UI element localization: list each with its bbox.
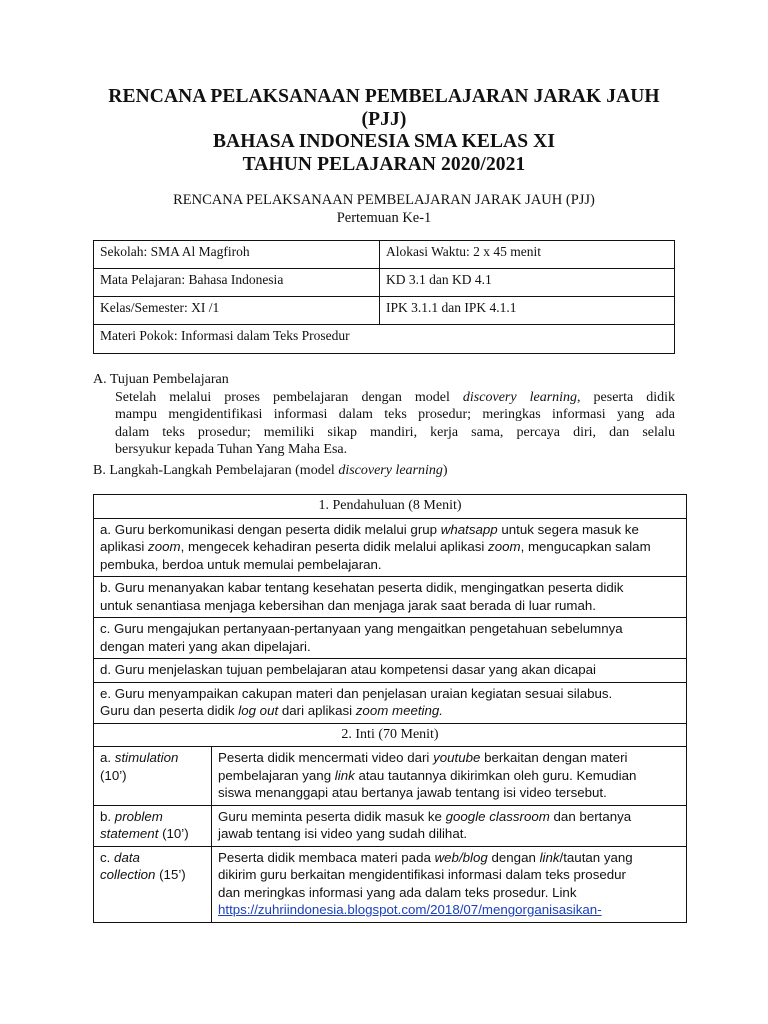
info-table <box>93 240 675 354</box>
info-row <box>94 241 675 269</box>
steps-table <box>93 494 687 923</box>
stimulation-label: a. stimulation (10’) <box>94 747 212 806</box>
section-b-heading: B. Langkah-Langkah Pembelajaran (model discovery learning) <box>93 463 448 478</box>
pendahuluan-header: 1. Pendahuluan (8 Menit) <box>94 495 687 519</box>
table-row <box>94 618 687 659</box>
step-c-cell: c. Guru mengajukan pertanyaan-pertanyaan yang mengaitkan pengetahuan sebelumnya dengan materi yang akan dipelajari. <box>94 618 687 659</box>
info-sekolah: Sekolah: SMA Al Magfiroh <box>94 241 380 269</box>
info-kd: KD 3.1 dan KD 4.1 <box>380 269 675 297</box>
table-row <box>94 747 687 806</box>
section-tujuan <box>93 371 675 459</box>
table-row <box>94 518 687 577</box>
info-ipk: IPK 3.1.1 dan IPK 4.1.1 <box>380 297 675 325</box>
info-materi: Materi Pokok: Informasi dalam Teks Prosedur <box>94 325 675 354</box>
data-collection-desc: Peserta didik membaca materi pada web/blog dengan link/tautan yang dikirim guru berkaitan mengidentifikasi informasi dalam teks prosedur dan meringkas informasi yang ada dalam teks prosedur. Link https://zuhriindonesia.blogspot.com/2018/07/mengorganisasikan- <box>212 846 687 922</box>
data-collection-label: c. data collection (15’) <box>94 846 212 922</box>
table-row <box>94 659 687 683</box>
title-line-3: BAHASA INDONESIA SMA KELAS XI <box>212 131 556 152</box>
step-b-cell: b. Guru menanyakan kabar tentang kesehatan peserta didik, mengingatkan peserta didik untuk senantiasa menjaga kebersihan dan menjaga jarak saat berada di luar rumah. <box>94 577 687 618</box>
title-line-4: TAHUN PELAJARAN 2020/2021 <box>242 153 526 175</box>
stimulation-desc: Peserta didik mencermati video dari youtube berkaitan dengan materi pembelajaran yang link atau tautannya dikirimkan oleh guru. Kemudian siswa menanggapi atau bertanya jawab tentang isi video tersebut. <box>212 747 687 806</box>
step-a-cell: a. Guru berkomunikasi dengan peserta didik melalui grup whatsapp untuk segera masuk ke aplikasi zoom, mengecek kehadiran peserta didik melalui aplikasi zoom, mengucapkan salam pembuka, berdoa untuk memulai pembelajaran. <box>94 518 687 577</box>
step-e-cell: e. Guru menyampaikan cakupan materi dan penjelasan uraian kegiatan sesuai silabus. Guru dan peserta didik log out dari aplikasi zoom meeting. <box>94 682 687 723</box>
section-a-line: bersyukur kepada Tuhan Yang Maha Esa. <box>115 442 348 457</box>
problem-statement-desc: Guru meminta peserta didik masuk ke google classroom dan bertanya jawab tentang isi video yang sudah dilihat. <box>212 805 687 846</box>
table-row <box>94 495 687 519</box>
section-a-body <box>93 389 675 459</box>
title-line-1: RENCANA PELAKSANAAN PEMBELAJARAN JARAK JAUH <box>108 86 660 107</box>
section-a-line: Setelah melalui proses pembelajaran dengan model discovery learning, peserta didik <box>115 389 675 405</box>
info-row <box>94 269 675 297</box>
subtitle-line-2: Pertemuan Ke-1 <box>336 210 432 226</box>
table-row <box>94 846 687 922</box>
table-row <box>94 805 687 846</box>
info-mapel: Mata Pelajaran: Bahasa Indonesia <box>94 269 380 297</box>
table-row <box>94 577 687 618</box>
step-d-cell: d. Guru menjelaskan tujuan pembelajaran atau kompetensi dasar yang akan dicapai <box>94 659 687 683</box>
problem-statement-label: b. problem statement (10’) <box>94 805 212 846</box>
section-a-line: dalam teks prosedur; memiliki sikap mandiri, kerja sama, percaya diri, dan selalu <box>115 424 675 440</box>
blog-link[interactable]: https://zuhriindonesia.blogspot.com/2018/07/mengorganisasikan- <box>218 902 602 917</box>
document-subtitle <box>60 191 708 227</box>
table-row <box>94 682 687 723</box>
section-a-line: mampu mengidentifikasi informasi dalam teks prosedur; meringkas informasi yang ada <box>115 407 675 422</box>
title-line-2: (PJJ) <box>361 108 407 130</box>
info-alokasi: Alokasi Waktu: 2 x 45 menit <box>380 241 675 269</box>
document-title <box>60 86 708 176</box>
inti-header: 2. Inti (70 Menit) <box>94 723 687 747</box>
section-a-heading: A. Tujuan Pembelajaran <box>93 372 229 387</box>
info-row <box>94 325 675 354</box>
info-row <box>94 297 675 325</box>
subtitle-line-1: RENCANA PELAKSANAAN PEMBELAJARAN JARAK JAUH (PJJ) <box>173 192 595 208</box>
table-row <box>94 723 687 747</box>
info-kelas: Kelas/Semester: XI /1 <box>94 297 380 325</box>
